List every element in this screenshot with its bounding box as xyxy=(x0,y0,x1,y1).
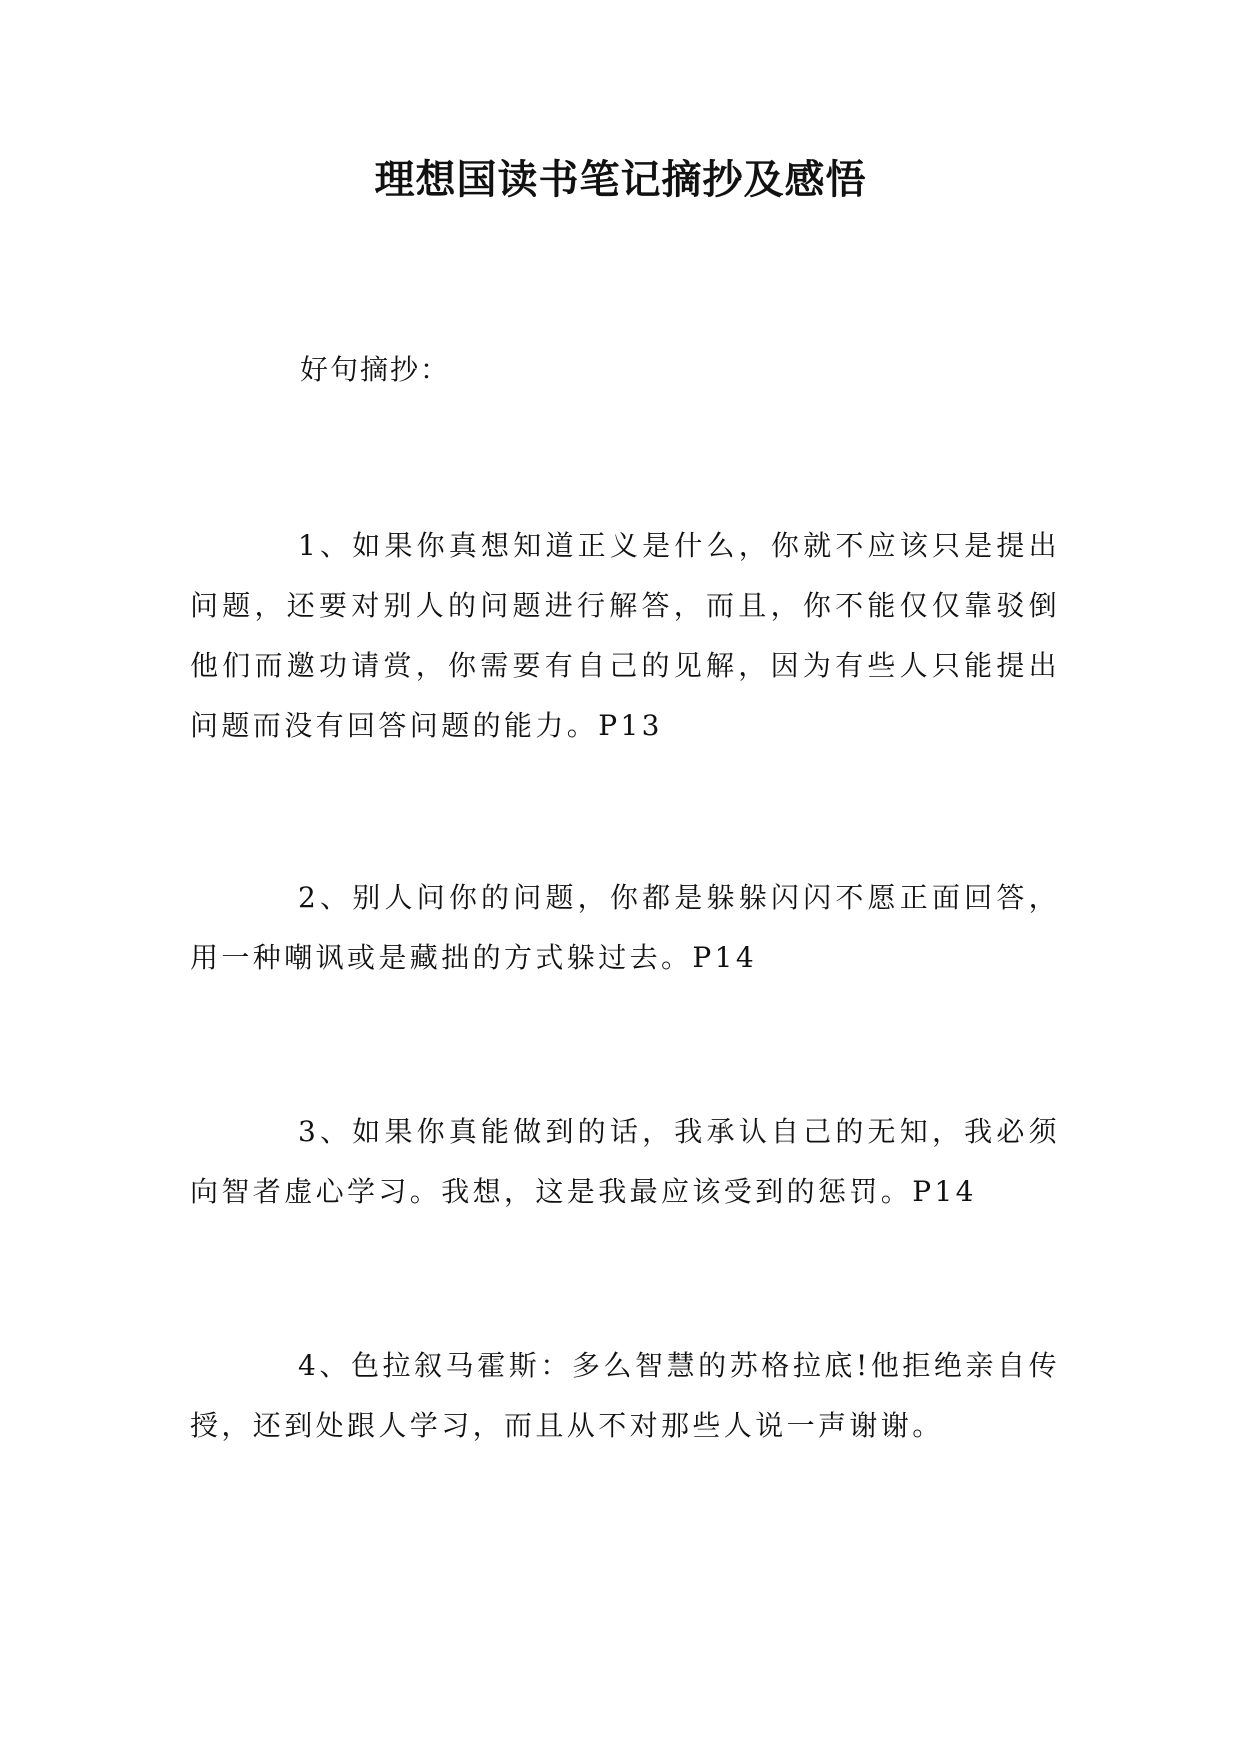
quote-paragraph-1: 1、如果你真想知道正义是什么，你就不应该只是提出问题，还要对别人的问题进行解答，而且，你不能仅仅靠驳倒他们而邀功请赏，你需要有自己的见解，因为有些人只能提出问题而没有回答问题的能力。P13 xyxy=(190,529,1060,742)
quote-paragraph-3: 3、如果你真能做到的话，我承认自己的无知，我必须向智者虚心学习。我想，这是我最应该受到的惩罚。P14 xyxy=(190,1115,1060,1208)
document-title: 理想国读书笔记摘抄及感悟 xyxy=(374,156,867,203)
quote-paragraph-4: 4、色拉叙马霍斯：多么智慧的苏格拉底!他拒绝亲自传授，还到处跟人学习，而且从不对那些人说一声谢谢。 xyxy=(190,1349,1060,1442)
quote-paragraph-2: 2、别人问你的问题，你都是躲躲闪闪不愿正面回答，用一种嘲讽或是藏拙的方式躲过去。P14 xyxy=(190,881,1060,974)
section-heading: 好句摘抄： xyxy=(300,353,451,386)
